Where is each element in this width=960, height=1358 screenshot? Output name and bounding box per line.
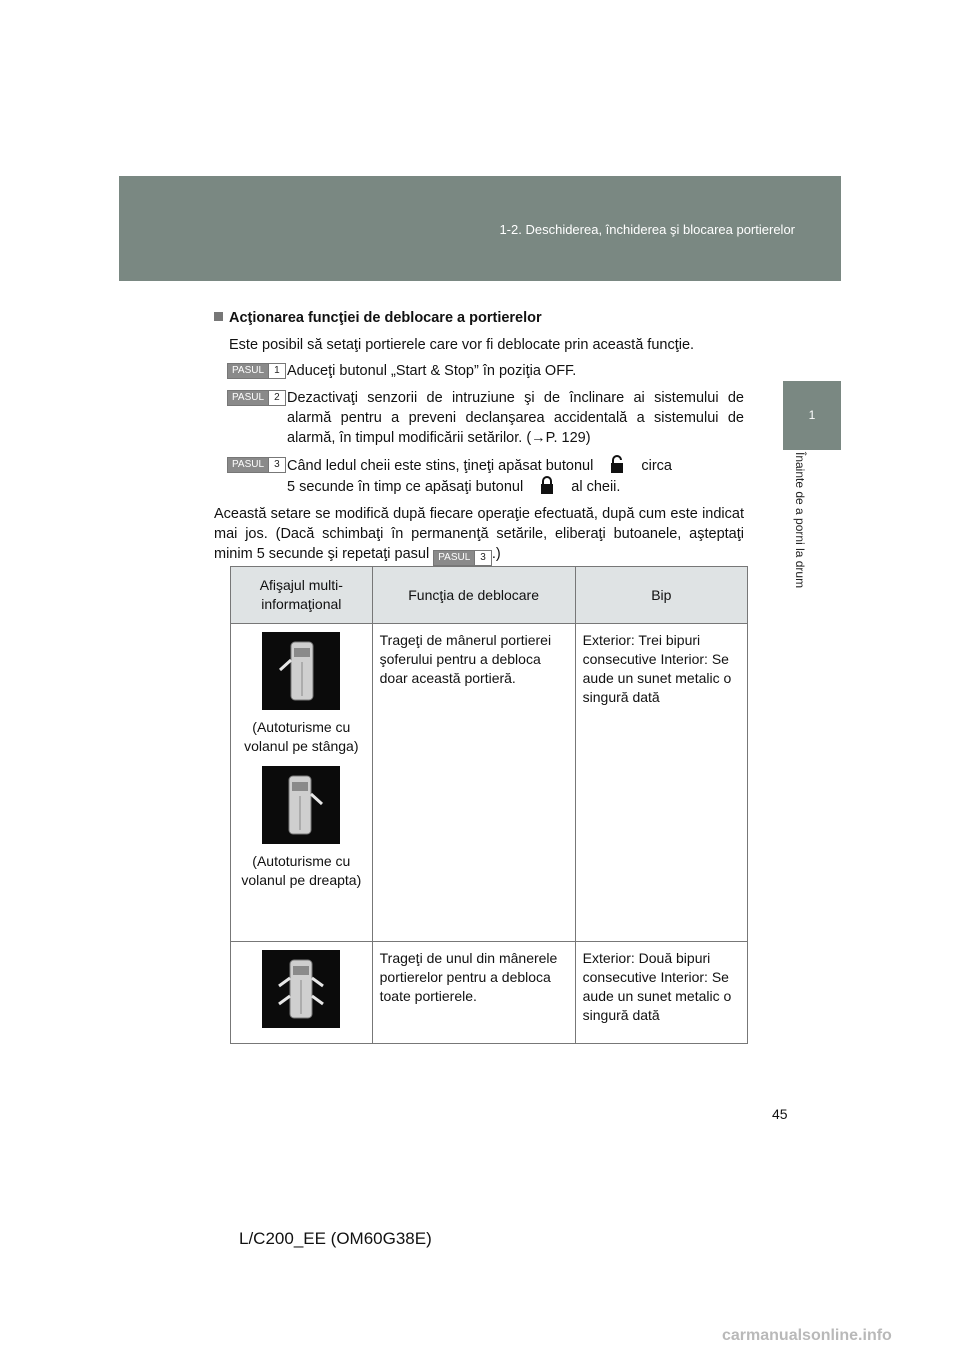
lock-icon: [535, 476, 559, 494]
section-intro: Este posibil să setaţi portierele care vor fi deblocate prin această funcţie.: [229, 337, 695, 353]
table-header: Funcţia de deblocare: [372, 567, 575, 624]
step-text: Dezactivaţi senzorii de intruziune şi de înclinare ai sistemului de alarmă pentru a preveni declanşarea accidentală a sistemului de alarmă, în timpul modificării setărilor. (→P. 129): [287, 390, 744, 446]
header-title: 1-2. Deschiderea, închiderea şi blocarea portierelor: [499, 222, 795, 237]
function-cell: Trageţi de unul din mânerele portierelor pentru a debloca toate portierele.: [372, 942, 575, 1044]
watermark: carmanualsonline.info: [722, 1327, 892, 1344]
step-badge: PASUL 3: [433, 550, 492, 566]
table-header-row: [231, 567, 748, 624]
vehicle-driver-door-open-icon: [262, 632, 340, 710]
table-row: [231, 624, 748, 942]
beep-cell: Exterior: Două bipuri consecutive Interior: Se aude un sunet metalic o singură dată: [575, 942, 747, 1044]
vehicle-driver-door-open-icon: [262, 766, 340, 844]
section-title: Acţionarea funcţiei de deblocare a portierelor: [214, 308, 744, 328]
header-band: [119, 176, 841, 281]
table-header: Afişajul multi-informaţional: [231, 567, 373, 624]
step-3: PASUL 3 Când ledul cheii este stins, ţineţi apăsat butonul circa 5 secunde în timp ce apăsaţi butonul al cheii.: [214, 455, 744, 497]
unlock-icon: [605, 455, 629, 473]
step-badge: PASUL 1: [227, 363, 286, 379]
step-badge: PASUL 2: [227, 390, 286, 406]
beep-cell: Exterior: Trei bipuri consecutive Interior: Se aude un sunet metalic o singură dată: [575, 624, 747, 942]
section: [214, 308, 744, 564]
step-text: Aduceţi butonul „Start & Stop” în poziţia OFF.: [287, 363, 577, 379]
step-2: [214, 388, 744, 448]
square-bullet-icon: [214, 312, 223, 321]
vehicle-all-doors-open-icon: [262, 950, 340, 1028]
page-number: 45: [772, 1106, 788, 1122]
manual-code: L/C200_EE (OM60G38E): [239, 1229, 432, 1248]
display-cell: [231, 624, 373, 942]
display-cell: [231, 942, 373, 1044]
caption-rhd: (Autoturisme cu volanul pe dreapta): [241, 853, 362, 888]
table-header: Bip: [575, 567, 747, 624]
table-row: [231, 942, 748, 1044]
unlock-function-table: [230, 566, 748, 1044]
step-badge: PASUL 3: [227, 457, 286, 473]
chapter-label: Înainte de a porni la drum: [793, 452, 807, 589]
settings-paragraph: Această setare se modifică după fiecare operaţie efectuată, după cum este indicat mai jos. (Dacă schimbaţi în permanenţă setările, eliberaţi butoanele, aşteptaţi minim 5 secunde şi repetaţi pasul PASUL 3 .): [214, 504, 744, 564]
caption-lhd: (Autoturisme cu volanul pe stânga): [244, 719, 359, 754]
chapter-tab: 1: [783, 381, 841, 450]
step-1: [214, 361, 744, 381]
function-cell: Trageţi de mânerul portierei şoferului pentru a debloca doar această portieră.: [372, 624, 575, 942]
